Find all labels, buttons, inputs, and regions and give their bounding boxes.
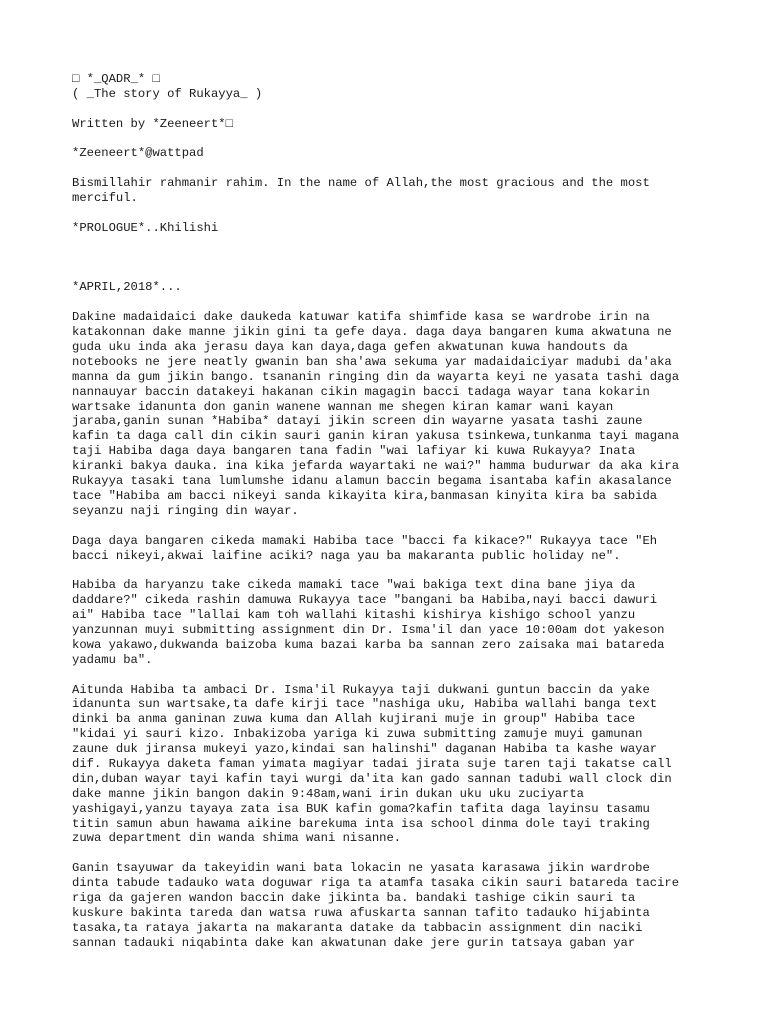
paragraph-line: dinki ba anma ganinan zuwa kuma dan Allah kujirani muje in group" Habiba tace <box>72 712 636 727</box>
opening-text <box>72 176 712 206</box>
paragraph-line: kowa yakawo,dukwanda baizoba kuma bazai karba ba sannan zero zaisaka mai batareda <box>72 637 665 652</box>
paragraph-line: "kidai yi sauri kizo. Inbakizoba yariga ki zuwa submitting zamuje muyi gamunan <box>72 727 643 742</box>
spacer <box>72 563 712 578</box>
paragraph <box>72 578 712 667</box>
paragraph-line: daddare?" cikeda rashin damuwa Rukayya tace "bangani ba Habiba,nayi bacci dawuri <box>72 593 658 608</box>
paragraph-line: idanunta sun wartsake,ta dafe kirji tace "nashiga uku, Habiba wallahi banga text <box>72 697 658 712</box>
paragraph-line: dif. Rukayya daketa faman yimata magiyar tadai jirata suje taren taji takatse call <box>72 756 672 771</box>
paragraph-line: Aitunda Habiba ta ambaci Dr. Isma'il Rukayya taji dukwani guntun baccin da yake <box>72 682 650 697</box>
paragraph <box>72 310 712 518</box>
paragraph-line: nannauyar baccin datakeyi hakanan cikin magagin bacci tadaga wayar tana kokarin <box>72 384 650 399</box>
paragraph-line: titin samun abun hawama aikine barekuma inta isa school dinma dole tayi traking <box>72 816 650 831</box>
paragraph-line: manna da gum jikin bango. tsananin ringing din da wayarta keyi ne yasata tashi daga <box>72 369 680 384</box>
paragraph-line: katakonnan dake manne jikin gini ta gefe daya. daga daya bangaren kuma akwatuna ne <box>72 325 672 340</box>
paragraph-line: kuskure bakinta tareda dan watsa ruwa afuskarta sannan tafito tadauko hijabinta <box>72 905 650 920</box>
paragraph-line: bacci nikeyi,akwai laifine aciki? naga yau ba makaranta public holiday ne". <box>72 548 621 563</box>
paragraph-line: yanzunnan muyi submitting assignment din Dr. Isma'il dan yace 10:00am dot yakeson <box>72 622 665 637</box>
opening-line: Bismillahir rahmanir rahim. In the name of Allah,the most gracious and the most <box>72 176 650 191</box>
paragraph-line: taji Habiba daga daya bangaren tana fadin "wai lafiyar ki kuwa Rukayya? Inata <box>72 444 636 459</box>
spacer <box>72 668 712 683</box>
paragraph-line: kiranki bakya dauka. ina kika jefarda wayartaki ne wai?" hamma budurwar da aka kira <box>72 459 680 474</box>
paragraph-line: notebooks ne jere neatly gwanin ban sha'awa sekuma yar madaidaiciyar madubi da'aka <box>72 354 672 369</box>
author-line: Written by *Zeeneert*□ <box>72 116 233 131</box>
story-body <box>72 310 712 950</box>
spacer <box>72 161 712 176</box>
paragraph-line: ai" Habiba tace "lallai kam toh wallahi kitashi kishirya kishigo school yanzu <box>72 608 636 623</box>
spacer <box>72 132 712 147</box>
paragraph-line: Ganin tsayuwar da takeyidin wani bata lokacin ne yasata karasawa jikin wardrobe <box>72 861 650 876</box>
paragraph-line: zaune duk jiransa mukeyi yazo,kindai san halinshi" daganan Habiba ta kashe wayar <box>72 742 658 757</box>
paragraph-line: jaraba,ganin sunan *Habiba* datayi jikin screen din wayarne yasata tashi zaune <box>72 414 643 429</box>
document-page <box>72 72 712 951</box>
story-title: □ *_QADR_* □ <box>72 72 160 86</box>
paragraph-line: yashigayi,yanzu tayaya zata isa BUK kafin goma?kafin tafita daga layinsu tasamu <box>72 801 650 816</box>
paragraph <box>72 534 712 564</box>
spacer <box>72 266 712 281</box>
paragraph-line: tace "Habiba am bacci nikeyi sanda kikayita kira,banmasan kinyita kira ba sabida <box>72 488 658 503</box>
spacer <box>72 251 712 266</box>
author-handle: *Zeeneert*@wattpad <box>72 146 204 161</box>
paragraph-line: guda uku inda aka jerasu daya kan daya,daga gefen akwatunan kuwa handouts da <box>72 340 628 355</box>
paragraph-line: zuwa department din wanda shima wani nisanne. <box>72 831 402 846</box>
spacer <box>72 102 712 117</box>
paragraph-line: Daga daya bangaren cikeda mamaki Habiba tace "bacci fa kikace?" Rukayya tace "Eh <box>72 533 658 548</box>
prologue-heading: *PROLOGUE*..Khilishi <box>72 220 219 235</box>
paragraph-line: dinta tabude tadauko wata doguwar riga ta atamfa tasaka cikin sauri batareda tacire <box>72 876 680 891</box>
paragraph-line: tasaka,ta rataya jakarta na makaranta datake da tabbacin assignment din naciki <box>72 920 643 935</box>
paragraph-line: din,duban wayar tayi kafin tayi wurgi da'ita kan gado sannan tadubi wall clock din <box>72 771 672 786</box>
paragraph-line: kafin ta daga call din cikin sauri ganin kiran yakusa tsinkewa,tunkanma tayi magana <box>72 429 680 444</box>
paragraph-line: Rukayya tasaki tana lumlumshe idanu alamun baccin begama isantaba kafin akasalance <box>72 474 672 489</box>
paragraph-line: Dakine madaidaici dake daukeda katuwar katifa shimfide kasa se wardrobe irin na <box>72 310 650 325</box>
paragraph-line: sannan tadauki niqabinta dake kan akwatunan dake jere gurin tatsaya gaban yar <box>72 935 636 950</box>
spacer <box>72 206 712 221</box>
spacer <box>72 236 712 251</box>
paragraph <box>72 683 712 847</box>
spacer <box>72 846 712 861</box>
spacer <box>72 295 712 310</box>
paragraph <box>72 861 712 950</box>
date-heading: *APRIL,2018*... <box>72 280 182 295</box>
paragraph-line: wartsake idanunta don ganin wanene wannan me shegen kiran kamar wani kayan <box>72 399 614 414</box>
story-subtitle: ( _The story of Rukayya_ ) <box>72 86 263 101</box>
paragraph-line: riga da gajeren wandon baccin dake jikinta ba. bandaki tashige cikin sauri ta <box>72 890 636 905</box>
paragraph-line: dake manne jikin bangon dakin 9:48am,wani irin dukan uku uku zuciyarta <box>72 786 584 801</box>
paragraph-line: Habiba da haryanzu take cikeda mamaki tace "wai bakiga text dina bane jiya da <box>72 578 636 593</box>
spacer <box>72 519 712 534</box>
opening-line: merciful. <box>72 191 138 206</box>
paragraph-line: yadamu ba". <box>72 652 153 667</box>
paragraph-line: seyanzu naji ringing din wayar. <box>72 503 299 518</box>
